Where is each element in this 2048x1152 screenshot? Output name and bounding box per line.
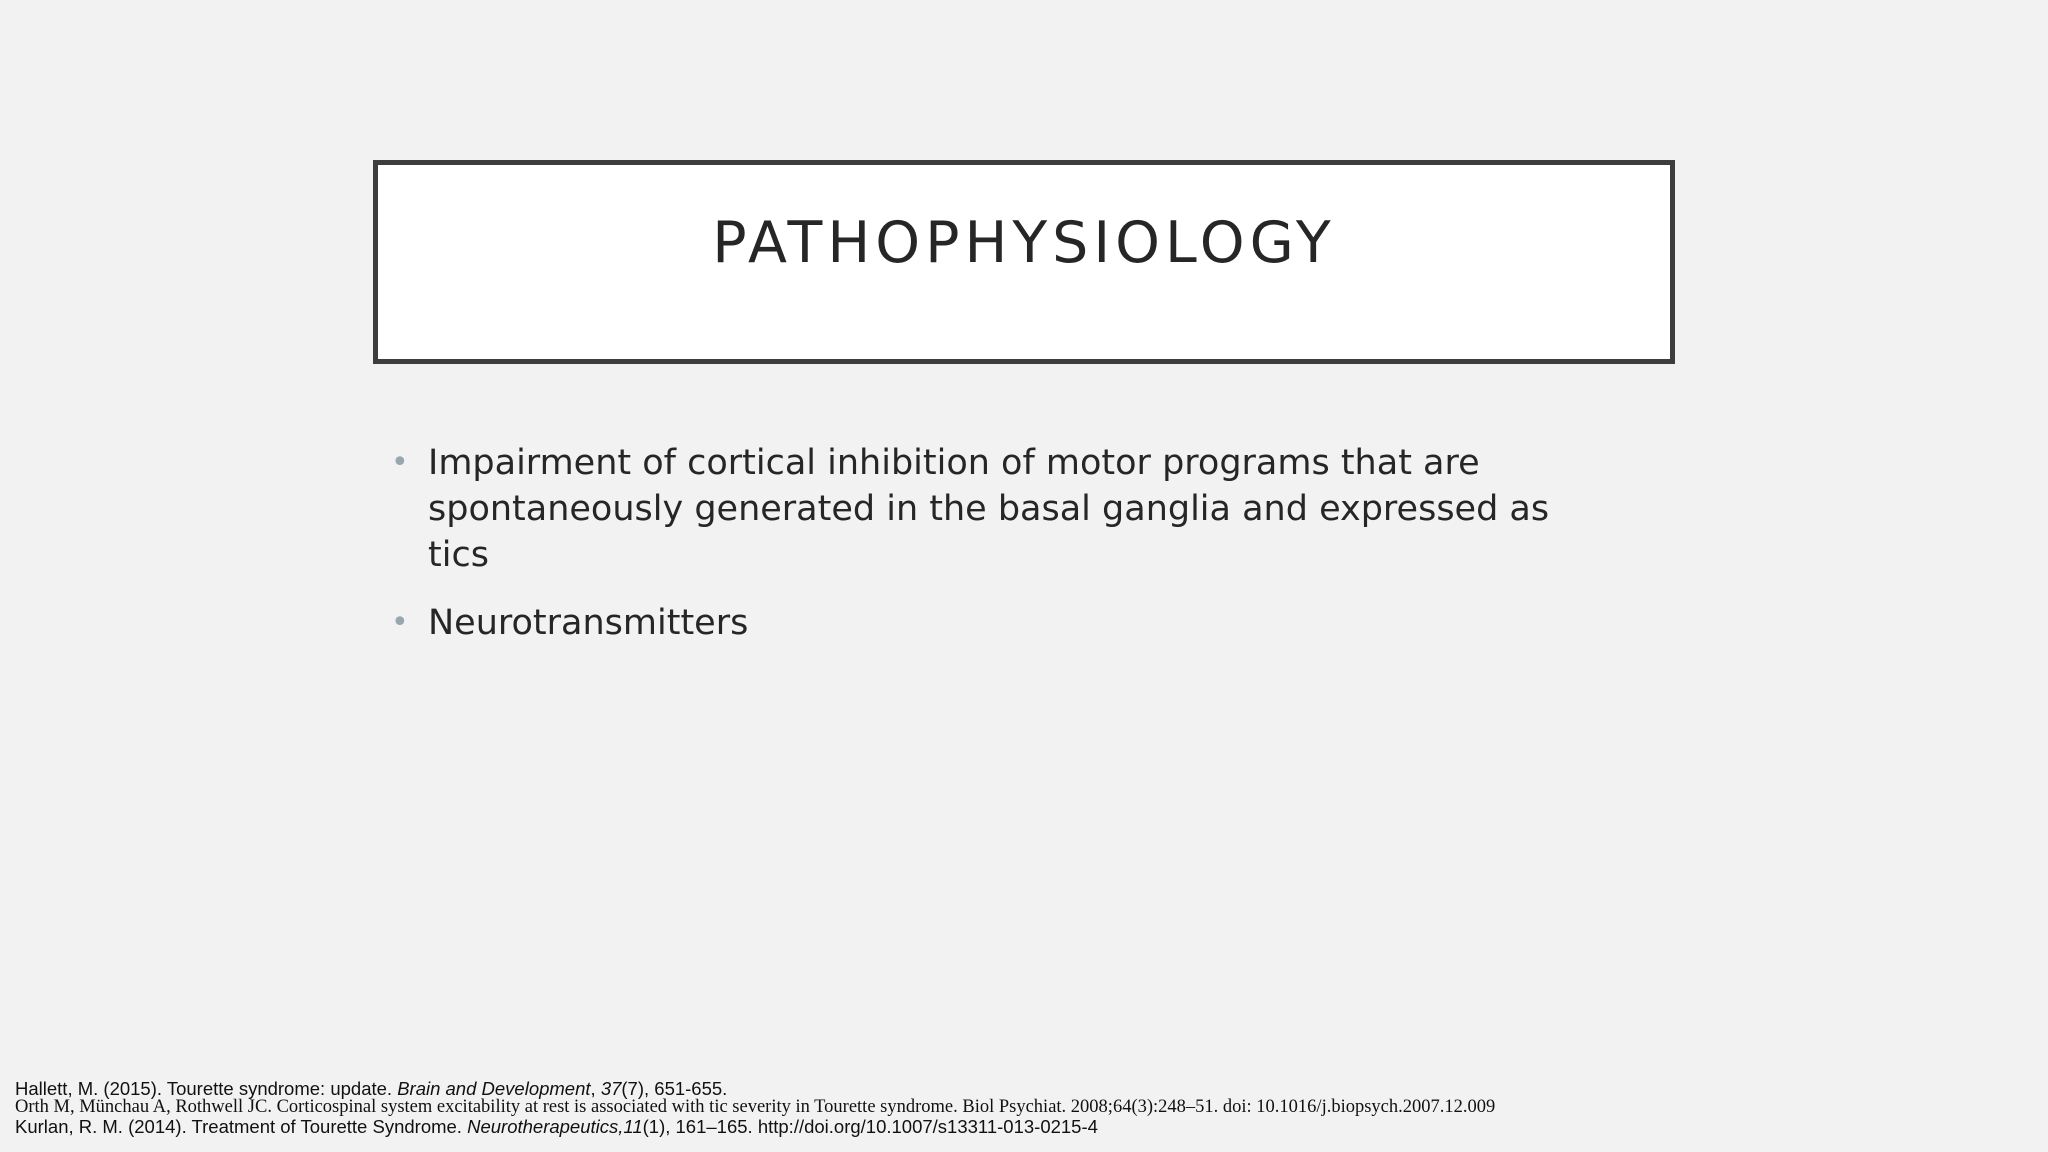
title-box <box>373 160 1675 364</box>
bullet-dot-icon: • <box>391 445 409 480</box>
ref-text: (1), 161–165. http://doi.org/10.1007/s13311-013-0215-4 <box>642 1116 1098 1137</box>
slide-title: PATHOPHYSIOLOGY <box>712 210 1336 276</box>
reference-kurlan <box>15 1117 2035 1136</box>
bullet-text: Impairment of cortical inhibition of motor programs that are spontaneously generated in the basal ganglia and expressed as tics <box>428 443 1550 575</box>
ref-journal: Brain and Development <box>397 1078 591 1099</box>
ref-text: (7), 651-655. <box>621 1078 728 1099</box>
ref-journal: Neurotherapeutics, <box>467 1116 624 1137</box>
ref-text: , <box>590 1078 601 1099</box>
references <box>15 1079 2035 1136</box>
bullet-item <box>388 600 1688 646</box>
bullet-text: Neurotransmitters <box>428 603 749 643</box>
reference-orth: Orth M, Münchau A, Rothwell JC. Corticospinal system excitability at rest is associated with tic severity in Tourette syndrome. Biol Psychiat. 2008;64(3):248–51. doi: 10.1016/j.biopsych.2007.12.009 <box>15 1097 1496 1117</box>
bullet-dot-icon: • <box>391 605 409 640</box>
reference-hallett <box>15 1079 2035 1098</box>
ref-volume: 11 <box>623 1116 643 1137</box>
ref-volume: 37 <box>600 1078 622 1099</box>
bullet-list <box>388 440 1688 668</box>
bullet-item <box>388 440 1568 578</box>
ref-text: Kurlan, R. M. (2014). Treatment of Tourette Syndrome. <box>15 1116 468 1137</box>
ref-text: Hallett, M. (2015). Tourette syndrome: update. <box>15 1078 398 1099</box>
